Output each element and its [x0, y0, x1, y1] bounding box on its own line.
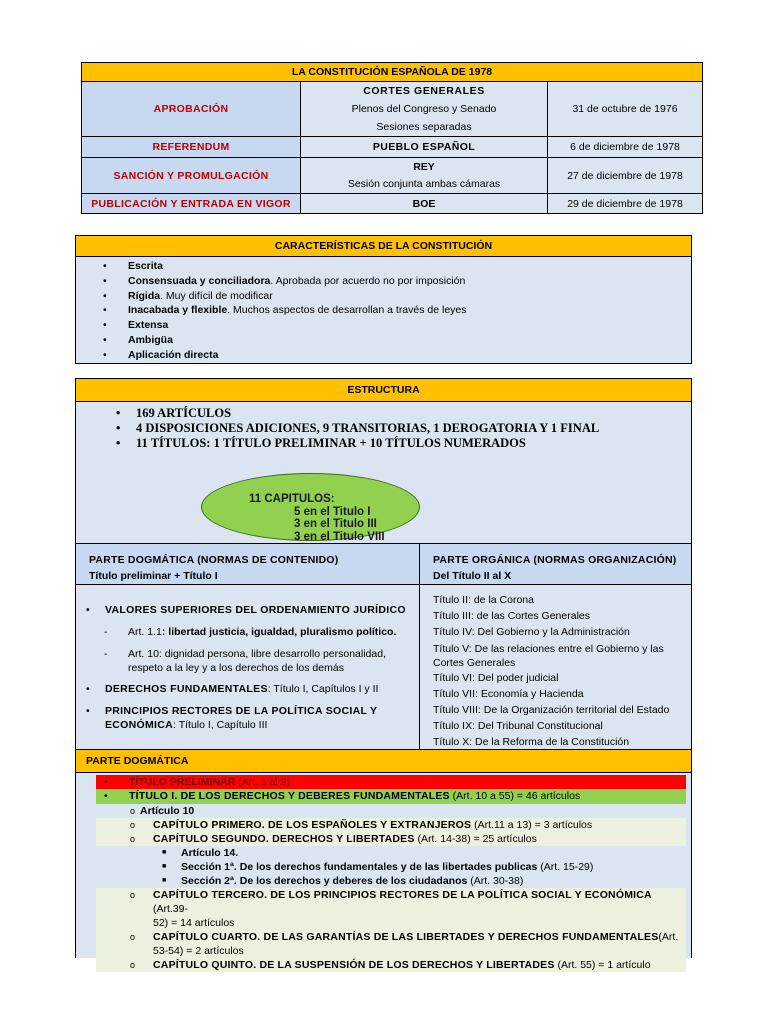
- caracteristicas-body: [76, 257, 692, 364]
- publicacion-date: 29 de diciembre de 1978: [548, 194, 703, 214]
- aprobacion-detail-1: Plenos del Congreso y Senado: [351, 103, 497, 115]
- capitulo-5-row: o CAPÍTULO QUINTO. DE LA SUSPENSIÓN DE LOS DERECHOS Y LIBERTADES (Art. 55) = 1 artículo: [96, 958, 686, 972]
- parte-dogmatica-title: PARTE DOGMÁTICA: [76, 750, 691, 773]
- list-item: • Extensa: [76, 318, 691, 333]
- list-item: - Art. 10: dignidad persona, libre desarrollo personalidad, respeto a la ley y a los derechos de los demás: [104, 648, 386, 674]
- referendum-date: 6 de diciembre de 1978: [548, 137, 703, 158]
- parte-organica-content: [420, 585, 691, 749]
- list-item: • 11 TÍTULOS: 1 TÍTULO PRELIMINAR + 10 TÍTULOS NUMERADOS: [116, 436, 526, 450]
- constitucion-table: [81, 62, 703, 214]
- row-label-aprobacion: APROBACIÓN: [82, 82, 301, 137]
- sancion-date: 27 de diciembre de 1978: [548, 158, 703, 194]
- capitulo-2-row: o CAPÍTULO SEGUNDO. DERECHOS Y LIBERTADES (Art. 14-38) = 25 artículos: [96, 832, 686, 846]
- capitulos-title: 11 CAPITULOS:: [249, 493, 335, 505]
- aprobacion-date: 31 de octubre de 1976: [548, 82, 703, 137]
- titulos-list: [433, 592, 669, 750]
- partes-content-row: [76, 585, 691, 750]
- list-item: Título X: De la Reforma de la Constitución: [433, 736, 630, 748]
- capitulo-3-row: o CAPÍTULO TERCERO. DE LOS PRINCIPIOS RECTORES DE LA POLÍTICA SOCIAL Y ECONÓMICA (Art.39- 52) = 14 artículos: [96, 888, 686, 930]
- list-item: Título V: De las relaciones entre el Gobierno y las: [433, 643, 664, 655]
- row-label-sancion: SANCIÓN Y PROMULGACIÓN: [82, 158, 301, 194]
- parte-dogmatica-heading-1: PARTE DOGMÁTICA (NORMAS DE CONTENIDO): [89, 554, 339, 566]
- list-item: • VALORES SUPERIORES DEL ORDENAMIENTO JURÍDICO: [86, 604, 406, 616]
- seccion-1-row: ■ Sección 1ª. De los derechos fundamentales y de las libertades publicas (Art. 15-29): [162, 861, 594, 873]
- parte-dogmatica-detail: [76, 773, 691, 971]
- list-item: • DERECHOS FUNDAMENTALES: Título I, Capítulos I y II: [86, 683, 379, 695]
- estructura-title: ESTRUCTURA: [76, 379, 691, 402]
- parte-organica-heading: [420, 544, 691, 584]
- parte-dogmatica-list: [86, 603, 416, 732]
- list-item: Título VII: Economía y Hacienda: [433, 688, 584, 700]
- caracteristicas-title: CARACTERÍSTICAS DE LA CONSTITUCIÓN: [76, 236, 692, 257]
- capitulos-text: [249, 493, 385, 543]
- estructura-section: [75, 378, 692, 971]
- capitulos-item: 3 en el Titulo III: [294, 518, 377, 530]
- list-item: • Aplicación directa: [76, 348, 691, 363]
- list-item: • Rígida. Muy difícil de modificar: [76, 289, 691, 304]
- row-label-referendum: REFERENDUM: [82, 137, 301, 158]
- detail-list: [96, 775, 686, 972]
- row-label-publicacion: PUBLICACIÓN Y ENTRADA EN VIGOR: [82, 194, 301, 214]
- list-item: Título II: de la Corona: [433, 594, 534, 606]
- list-item: • Inacabada y flexible. Muchos aspectos de desarrollan a través de leyes: [76, 303, 691, 318]
- list-item: • Ambigüa: [76, 333, 691, 348]
- caracteristicas-list: [76, 259, 691, 363]
- list-item: • Consensuada y conciliadora. Aprobada por acuerdo no por imposición: [76, 274, 691, 289]
- capitulo-1-row: o CAPÍTULO PRIMERO. DE LOS ESPAÑOLES Y EXTRANJEROS (Art.11 a 13) = 3 artículos: [96, 818, 686, 832]
- aprobacion-detail-2: Sesiones separadas: [376, 121, 472, 133]
- estructura-body: [76, 402, 691, 544]
- list-item: • Escrita: [76, 259, 691, 274]
- articulo-10-row: o Artículo 10: [130, 805, 195, 817]
- parte-dogmatica-heading: [76, 544, 420, 584]
- aprobacion-organ-cell: [301, 82, 548, 137]
- list-item: - Art. 1.1: libertad justicia, igualdad, pluralismo político.: [104, 626, 397, 638]
- referendum-organ: PUEBLO ESPAÑOL: [301, 137, 548, 158]
- titulo-1-row: • TÍTULO I. DE LOS DERECHOS Y DEBERES FUNDAMENTALES (Art. 10 a 55) = 46 artículos: [96, 789, 686, 804]
- caracteristicas-table: [75, 235, 692, 364]
- constitucion-title: LA CONSTITUCIÓN ESPAÑOLA DE 1978: [82, 63, 703, 82]
- list-item: Título IX: Del Tribunal Constitucional: [433, 720, 603, 732]
- list-item: Título IV: Del Gobierno y la Administración: [433, 626, 630, 638]
- aprobacion-organ: CORTES GENERALES: [363, 85, 485, 97]
- estructura-list: [116, 406, 599, 451]
- list-item: Título III: de las Cortes Generales: [433, 610, 590, 622]
- capitulos-item: 5 en el Titulo I: [294, 505, 371, 518]
- list-item: • PRINCIPIOS RECTORES DE LA POLÍTICA SOCIAL Y ECONÓMICA: Título I, Capítulo III: [86, 705, 378, 731]
- parte-organica-heading-2: Del Título II al X: [433, 570, 512, 582]
- list-item: • 4 DISPOSICIONES ADICIONES, 9 TRANSITORIAS, 1 DEROGATORIA Y 1 FINAL: [116, 421, 600, 435]
- articulo-14-row: ■ Artículo 14.: [162, 847, 239, 859]
- sancion-organ-cell: [301, 158, 548, 194]
- sancion-detail: Sesión conjunta ambas cámaras: [347, 177, 501, 190]
- capitulo-4-row: o CAPÍTULO CUARTO. DE LAS GARANTÍAS DE LAS LIBERTADES Y DERECHOS FUNDAMENTALES(Art. 53-54) = 2 artículos: [96, 930, 686, 958]
- sancion-organ: REY: [413, 160, 435, 173]
- list-item: Cortes Generales: [433, 657, 516, 669]
- partes-header-row: [76, 544, 691, 585]
- parte-organica-heading-1: PARTE ORGÁNICA (NORMAS ORGANIZACIÓN): [433, 554, 677, 566]
- list-item: • 169 ARTÍCULOS: [116, 406, 232, 420]
- parte-dogmatica-heading-2: Título preliminar + Título I: [89, 570, 218, 582]
- parte-dogmatica-content: [76, 585, 420, 749]
- publicacion-organ: BOE: [301, 194, 548, 214]
- titulo-preliminar-row: • TÍTULO PRELIMINAR (Art. 1 al 9): [96, 775, 686, 789]
- list-item: Título VI: Del poder judicial: [433, 672, 559, 684]
- list-item: Título VIII: De la Organización territorial del Estado: [433, 704, 670, 716]
- seccion-2-row: ■ Sección 2ª. De los derechos y deberes de los ciudadanos (Art. 30-38): [162, 875, 524, 887]
- capitulos-item: 3 en el Titulo VIII: [294, 530, 385, 543]
